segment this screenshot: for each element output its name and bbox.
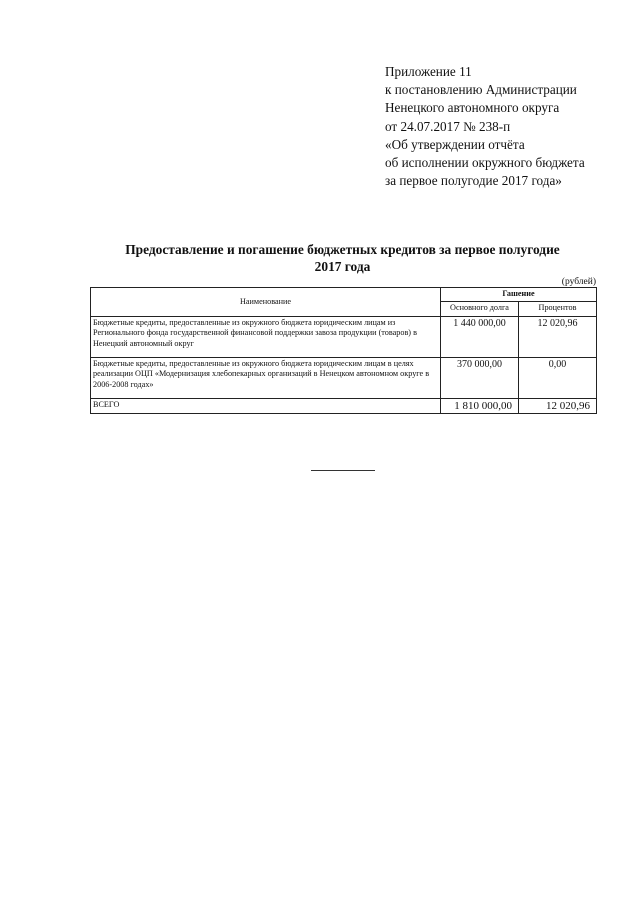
total-label: ВСЕГО	[91, 399, 441, 414]
row-interest: 0,00	[519, 358, 597, 399]
table-header-row	[91, 288, 597, 302]
total-interest: 12 020,96	[519, 399, 597, 414]
appendix-line: за первое полугодие 2017 года»	[385, 173, 562, 189]
appendix-line: Ненецкого автономного округа	[385, 100, 560, 116]
header-repayment: Гашение	[441, 288, 597, 302]
appendix-block	[385, 63, 625, 190]
unit-label: (рублей)	[561, 277, 596, 287]
title-line-1: Предоставление и погашение бюджетных кредитов за первое полугодие	[125, 242, 560, 257]
appendix-line: «Об утверждении отчёта	[385, 136, 525, 152]
row-principal: 1 440 000,00	[441, 317, 519, 358]
document-title	[90, 241, 595, 275]
table-row	[91, 317, 597, 358]
appendix-line: Приложение 11	[385, 64, 472, 79]
row-interest: 12 020,96	[519, 317, 597, 358]
total-row	[91, 399, 597, 414]
table-row	[91, 358, 597, 399]
row-name: Бюджетные кредиты, предоставленные из окружного бюджета юридическим лицам в целях реализации ОЦП «Модернизация хлебопекарных организаций в Ненецком автономном округе в 2006-2008 годах»	[91, 358, 441, 399]
appendix-line: об исполнении окружного бюджета	[385, 155, 585, 171]
appendix-line: к постановлению Администрации	[385, 82, 577, 98]
header-principal: Основного долга	[441, 302, 519, 317]
title-line-2: 2017 года	[314, 259, 371, 274]
row-principal: 370 000,00	[441, 358, 519, 399]
header-interest: Процентов	[519, 302, 597, 317]
header-name: Наименование	[91, 288, 441, 317]
divider-line	[311, 470, 375, 471]
appendix-line: от 24.07.2017 № 238-п	[385, 118, 511, 134]
row-name: Бюджетные кредиты, предоставленные из окружного бюджета юридическим лицам из Регионального фонда государственной финансовой поддержки завоза продукции (товаров) в Ненецкий автономный округ	[91, 317, 441, 358]
credits-table	[90, 287, 597, 414]
total-principal: 1 810 000,00	[441, 399, 519, 414]
